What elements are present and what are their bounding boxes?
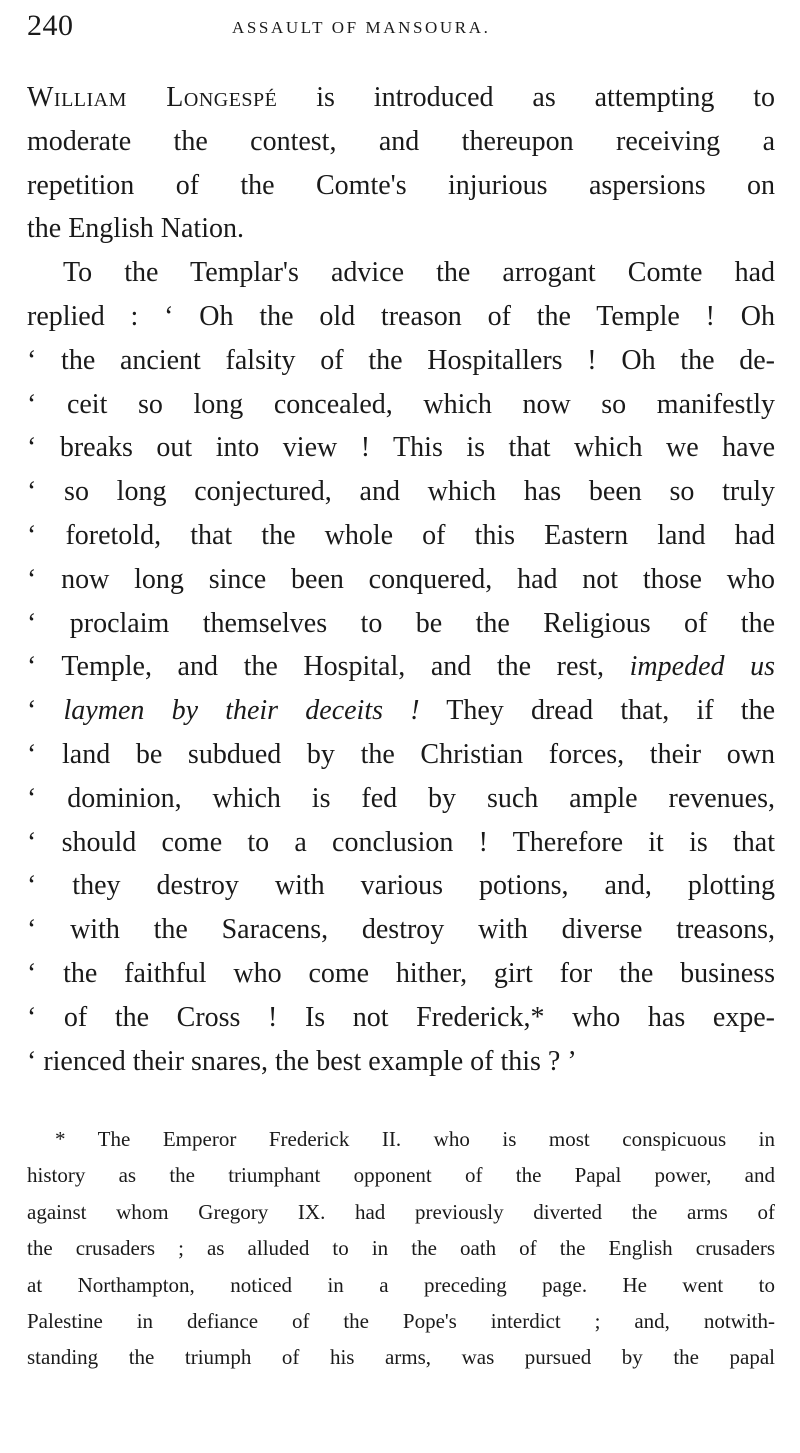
text-span: ‘ Temple, and the Hospital, and the rest,	[27, 651, 630, 683]
footnote	[27, 1122, 775, 1377]
text-line: repetition of the Comte's injurious aspersions on	[27, 169, 775, 201]
footnote-line: the crusaders ; as alluded to in the oath of the English crusaders	[27, 1236, 775, 1261]
text-line	[27, 78, 775, 122]
text-line: ‘ dominion, which is fed by such ample revenues,	[27, 782, 775, 814]
text-line: ‘ should come to a conclusion ! Therefore it is that	[27, 826, 775, 858]
text-line: ‘ so long conjectured, and which has been so truly	[27, 476, 775, 508]
text-line: ‘ rienced their snares, the best example of this ? ’	[27, 1045, 577, 1077]
text-line: ‘ ceit so long concealed, which now so manifestly	[27, 388, 775, 420]
footnote-line: * The Emperor Frederick II. who is most conspicuous in	[55, 1127, 775, 1151]
text-line: ‘ the faithful who come hither, girt for the business	[27, 957, 775, 989]
text-line: ‘ land be subdued by the Christian forces, their own	[27, 738, 775, 770]
footnote-line: standing the triumph of his arms, was pursued by the papal	[27, 1345, 775, 1370]
text-span: is introduced as attempting to	[277, 82, 775, 113]
text-span: They dread that, if the	[419, 695, 775, 727]
text-line: ‘ of the Cross ! Is not Frederick,* who has expe-	[27, 1001, 775, 1033]
running-title: ASSAULT OF MANSOURA.	[232, 18, 491, 37]
text-line: ‘ breaks out into view ! This is that which we have	[27, 432, 775, 464]
footnote-line: against whom Gregory IX. had previously diverted the arms of	[27, 1199, 775, 1224]
text-line: ‘ they destroy with various potions, and, plotting	[27, 870, 775, 902]
text-line: ‘ foretold, that the whole of this Eastern land had	[27, 519, 775, 551]
text-line: ‘ with the Saracens, destroy with diverse treasons,	[27, 914, 775, 946]
person-name: William Longespé	[27, 82, 278, 113]
text-line: replied : ‘ Oh the old treason of the Temple ! Oh	[27, 300, 775, 332]
text-line	[27, 647, 775, 691]
running-head	[27, 8, 777, 48]
footnote-line: Palestine in defiance of the Pope's interdict ; and, notwith-	[27, 1308, 775, 1333]
page-number: 240	[27, 9, 74, 42]
footnote-line: at Northampton, noticed in a preceding page. He went to	[27, 1272, 775, 1297]
text-line: moderate the contest, and thereupon receiving a	[27, 125, 775, 157]
text-line: To the Templar's advice the arrogant Comte had	[63, 257, 775, 289]
footnote-line: history as the triumphant opponent of the Papal power, and	[27, 1163, 775, 1188]
text-span: ‘	[27, 695, 64, 727]
italic-span: laymen by their deceits !	[63, 695, 420, 727]
text-line	[27, 691, 775, 735]
italic-span: impeded us	[629, 651, 775, 683]
body-text	[27, 78, 775, 1085]
text-line: the English Nation.	[27, 213, 244, 245]
text-line: ‘ the ancient falsity of the Hospitallers ! Oh the de-	[27, 344, 775, 376]
text-line: ‘ now long since been conquered, had not those who	[27, 563, 775, 595]
text-line: ‘ proclaim themselves to be the Religious of the	[27, 607, 775, 639]
